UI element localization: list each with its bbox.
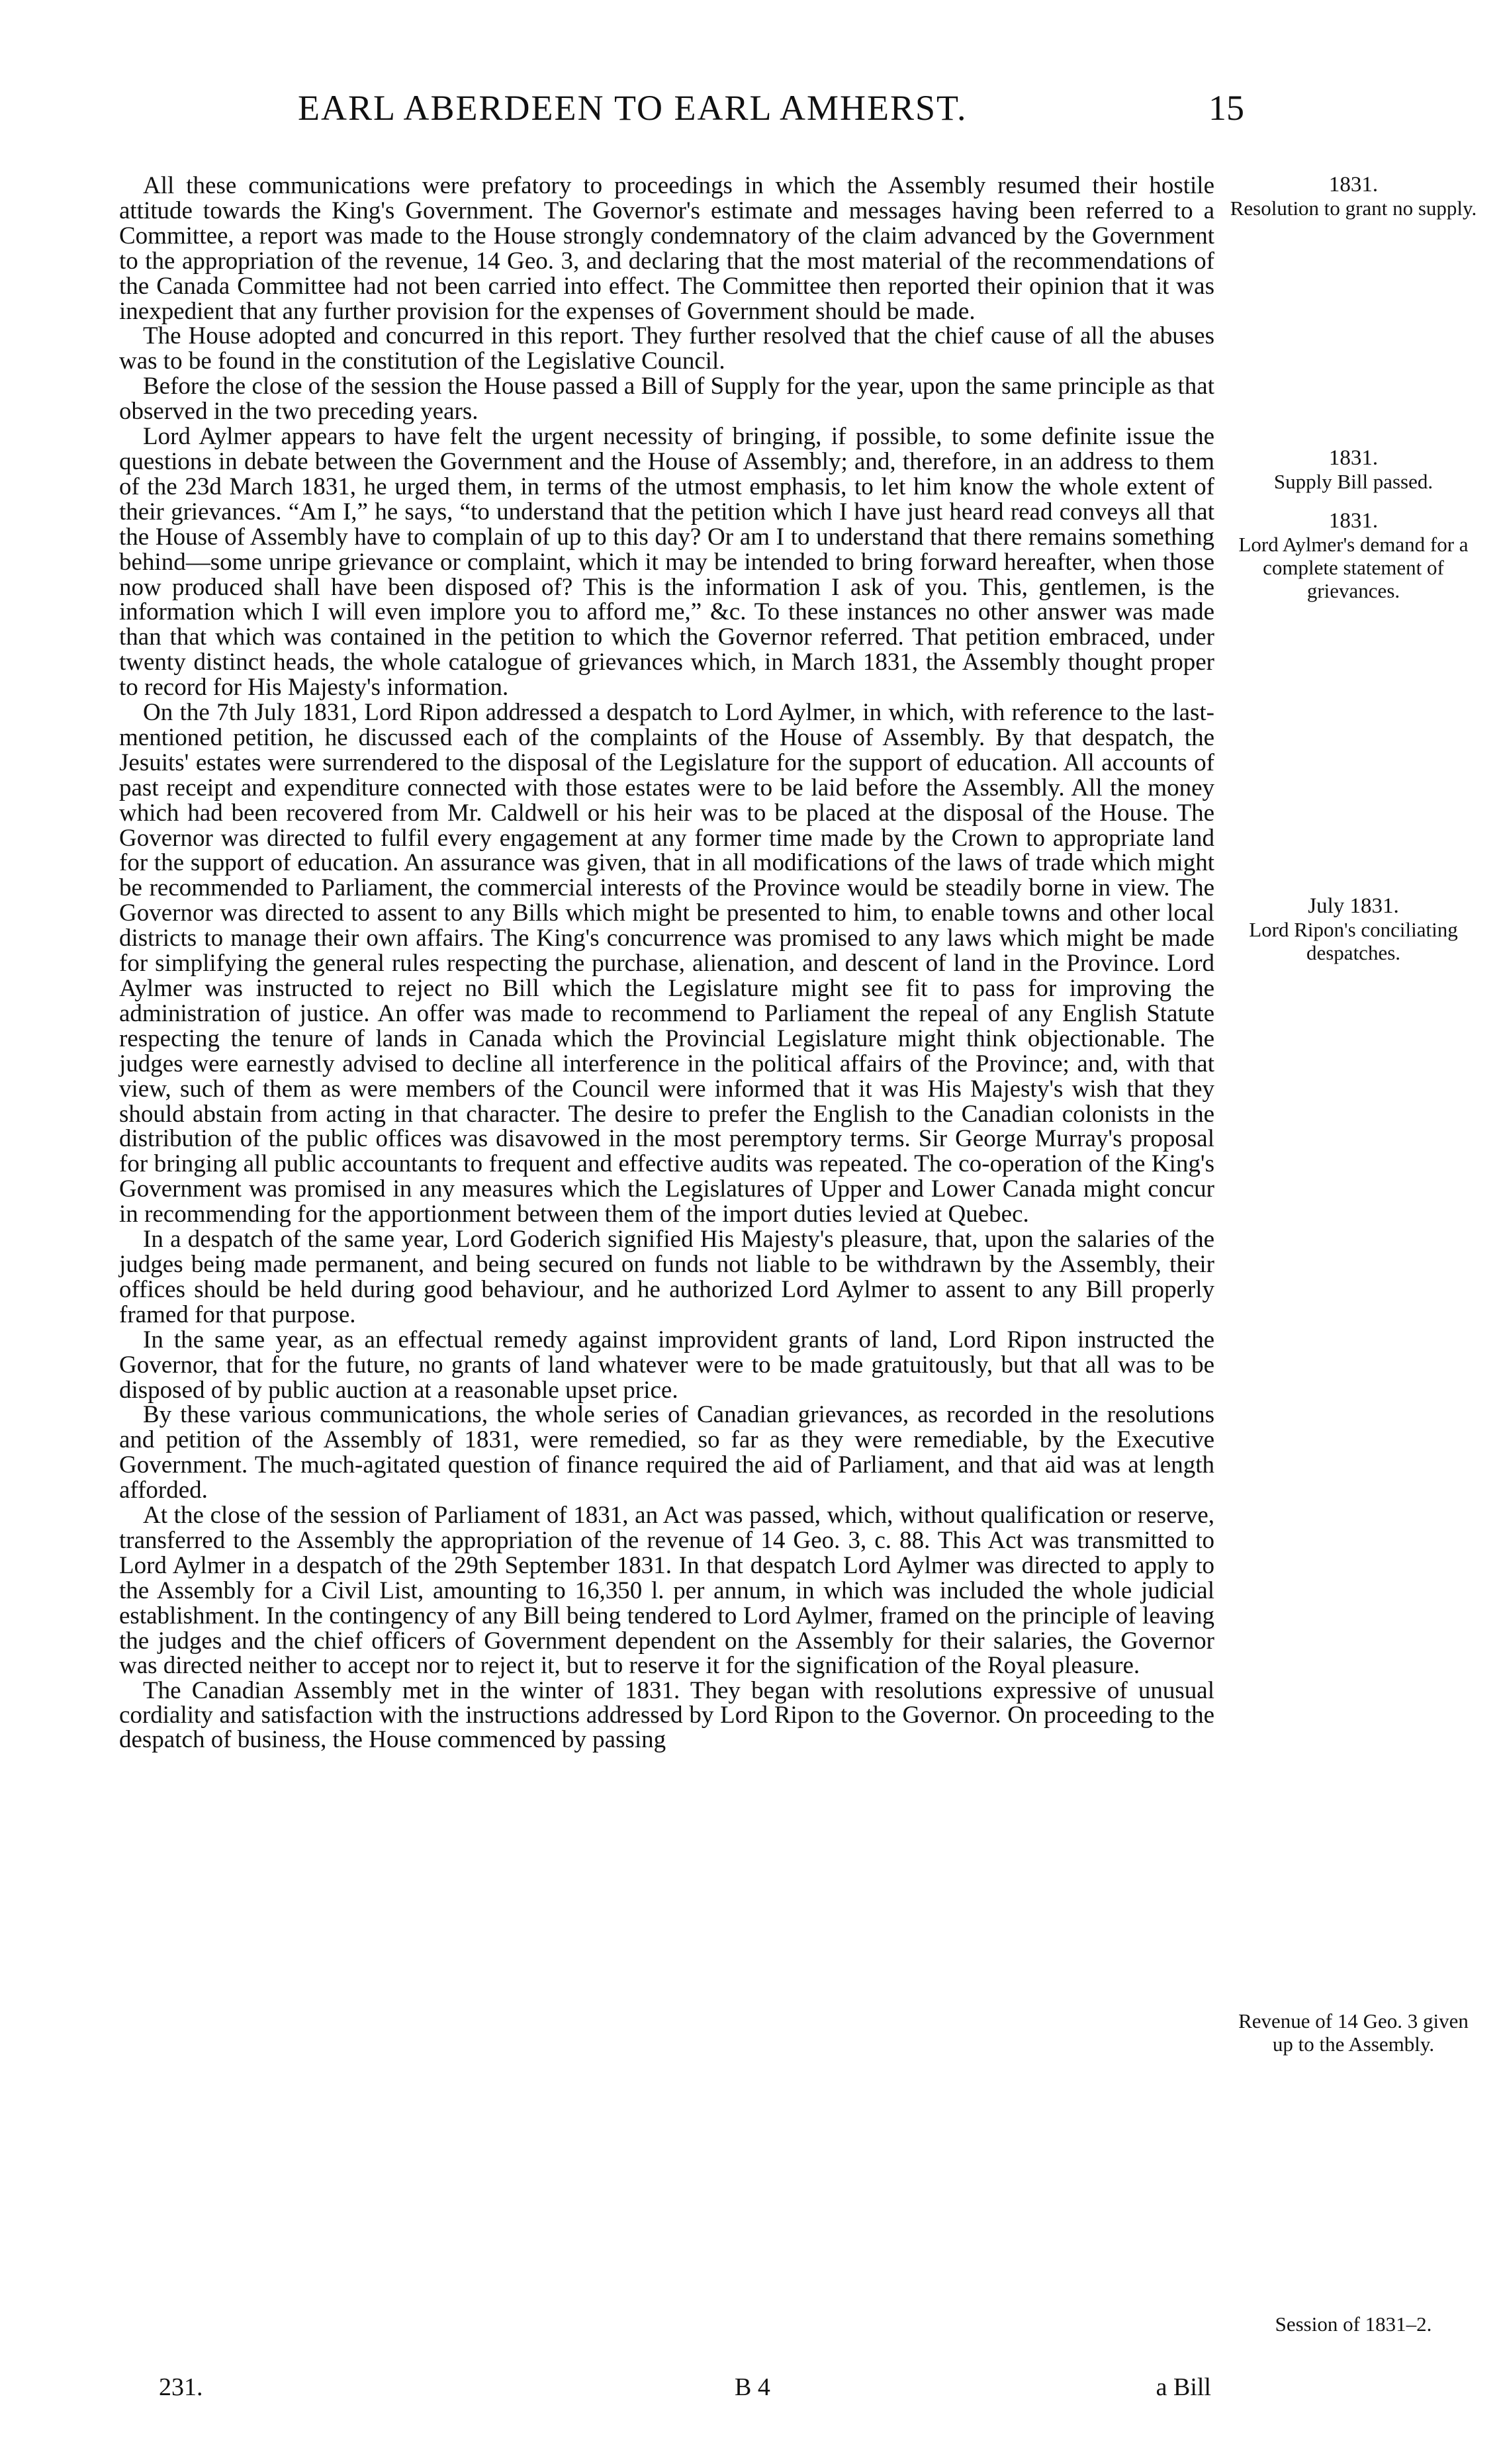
paragraph: At the close of the session of Parliament of 1831, an Act was passed, which, without qualification or reserve, transferred to the Assembly the appropriation of the revenue of 14 Geo. 3, c. 88. This Act was transmitted to Lord Aylmer in a despatch of the 29th September 1831. In that despatch Lord Aylmer was directed to apply to the Assembly for a Civil List, amounting to 16,350 l. per annum, in which was included the whole judicial establishment. In the contingency of any Bill being tendered to Lord Aylmer, framed on the principle of leaving the judges and the chief officers of Government dependent on the Assembly for their salaries, the Governor was directed neither to accept nor to reject it, but to reserve it for the signification of the Royal pleasure. — [119, 1502, 1214, 1680]
page-number: 15 — [1208, 88, 1244, 128]
margin-note-text: Session of 1831–2. — [1275, 2312, 1432, 2336]
running-header — [119, 87, 1244, 140]
margin-note-text: Resolution to grant no supply. — [1230, 197, 1477, 220]
margin-note — [1228, 2312, 1479, 2336]
margin-note-year: 1831. — [1328, 173, 1379, 197]
margin-note — [1228, 447, 1479, 493]
signature-mark: B 4 — [735, 2373, 770, 2401]
margin-note-text: Supply Bill passed. — [1273, 470, 1433, 493]
page-footer — [159, 2373, 1211, 2412]
margin-note-text: Lord Ripon's conciliating despatches. — [1249, 918, 1458, 964]
margin-note — [1228, 510, 1479, 602]
page-title: EARL ABERDEEN TO EARL AMHERST. — [298, 88, 968, 128]
margin-note-text: Revenue of 14 Geo. 3 given up to the Assembly. — [1238, 2009, 1469, 2056]
paragraph: Lord Aylmer appears to have felt the urgent necessity of bringing, if possible, to some definite issue the questions in debate between the Government and the House of Assembly; and, therefore, in an address to them of the 23d March 1831, he urged them, in terms of the utmost emphasis, to let him know the whole extent of their grievances. “Am I,” he says, “to understand that the petition which I have just heard read conveys all that the House of Assembly have to complain of up to this day? Or am I to understand that there remains something behind—some unripe grievance or complaint, which it may be intended to bring forward hereafter, when those now produced shall have been disposed of? This is the information I ask of you. This, gentlemen, is the information which I will even implore you to afford me,” &c. To these instances no other answer was made than that which was contained in the petition to which the Governor referred. That petition embraced, under twenty distinct heads, the whole catalogue of grievances which, in March 1831, the Assembly thought proper to record for His Majesty's information. — [119, 423, 1214, 702]
paragraph: By these various communications, the whole series of Canadian grievances, as recorded in the resolutions and petition of the Assembly of 1831, were remedied, so far as they were remediable, by the Executive Government. The much-agitated question of finance required the aid of Parliament, and that aid was at length afforded. — [119, 1401, 1214, 1504]
catchword: a Bill — [1156, 2373, 1211, 2401]
body-text — [119, 173, 1214, 1752]
margin-note-year: 1831. — [1328, 509, 1379, 533]
margin-note-text: Lord Aylmer's demand for a complete statement of grievances. — [1238, 533, 1469, 602]
margin-note — [1228, 895, 1479, 964]
paragraph: The House adopted and concurred in this report. They further resolved that the chief cause of all the abuses was to be found in the constitution of the Legislative Council. — [119, 322, 1214, 375]
paragraph: On the 7th July 1831, Lord Ripon addressed a despatch to Lord Aylmer, in which, with reference to the last-mentioned petition, he discussed each of the complaints of the House of Assembly. By that despatch, the Jesuits' estates were surrendered to the disposal of the Legislature for the support of education. All accounts of past receipt and expenditure connected with those estates were to be laid before the Assembly. All the money which had been recovered from Mr. Caldwell or his heir was to be placed at the disposal of the House. The Governor was directed to fulfil every engagement at any former time made by the Crown to appropriate land for the support of education. An assurance was given, that in all modifications of the laws of trade which might be recommended to Parliament, the commercial interests of the Province would be steadily borne in view. The Governor was directed to assent to any Bills which might be presented to him, to enable towns and other local districts to manage their own affairs. The King's concurrence was promised to any laws which might be made for simplifying the general rules respecting the purchase, alienation, and descent of land in the Province. Lord Aylmer was instructed to reject no Bill which the Legislature might see fit to pass for improving the administration of justice. An offer was made to recommend to Parliament the repeal of any English Statute respecting the tenure of lands in Canada which the Provincial Legislature might think objectionable. The judges were earnestly advised to decline all interference in the political affairs of the Province; and, with that view, such of them as were members of the Council were informed that it was His Majesty's wish that they should abstain from acting in that character. The desire to prefer the English to the Canadian colonists in the distribution of the public offices was disavowed in the most peremptory terms. Sir George Murray's proposal for bringing all public accountants to frequent and effective audits was repeated. The co-operation of the King's Government was promised in any measures which the Legislatures of Upper and Lower Canada might concur in recommending for the apportionment between them of the import duties levied at Quebec. — [119, 699, 1214, 1228]
paragraph: In the same year, as an effectual remedy against improvident grants of land, Lord Ripon instructed the Governor, that for the future, no grants of land whatever were to be made gratuitously, but that all was to be disposed of by public auction at a reasonable upset price. — [119, 1326, 1214, 1404]
margin-note-year: 1831. — [1328, 446, 1379, 470]
paragraph: In a despatch of the same year, Lord Goderich signified His Majesty's pleasure, that, upon the salaries of the judges being made permanent, and being secured on funds not liable to be withdrawn by the Assembly, their offices should be held during good behaviour, and he authorized Lord Aylmer to assent to any Bill properly framed for that purpose. — [119, 1226, 1214, 1328]
paragraph: All these communications were prefatory to proceedings in which the Assembly resumed their hostile attitude towards the King's Government. The Governor's estimate and messages having been referred to a Committee, a report was made to the House strongly condemnatory of the claim advanced by the Government to the appropriation of the revenue, 14 Geo. 3, and declaring that the most material of the recommendations of the Canada Committee had not been carried into effect. The Committee then reported their opinion that it was inexpedient that any further provision for the expenses of Government should be made. — [119, 172, 1214, 325]
footer-number: 231. — [159, 2373, 203, 2401]
margin-note — [1228, 173, 1479, 220]
margin-note-year: July 1831. — [1308, 894, 1399, 918]
paragraph: Before the close of the session the House passed a Bill of Supply for the year, upon the same principle as that observed in the two preceding years. — [119, 373, 1214, 426]
margin-note — [1228, 2009, 1479, 2056]
paragraph: The Canadian Assembly met in the winter of 1831. They began with resolutions expressive of unusual cordiality and satisfaction with the instructions addressed by Lord Ripon to the Governor. On proceeding to the despatch of business, the House commenced by passing — [119, 1677, 1214, 1754]
